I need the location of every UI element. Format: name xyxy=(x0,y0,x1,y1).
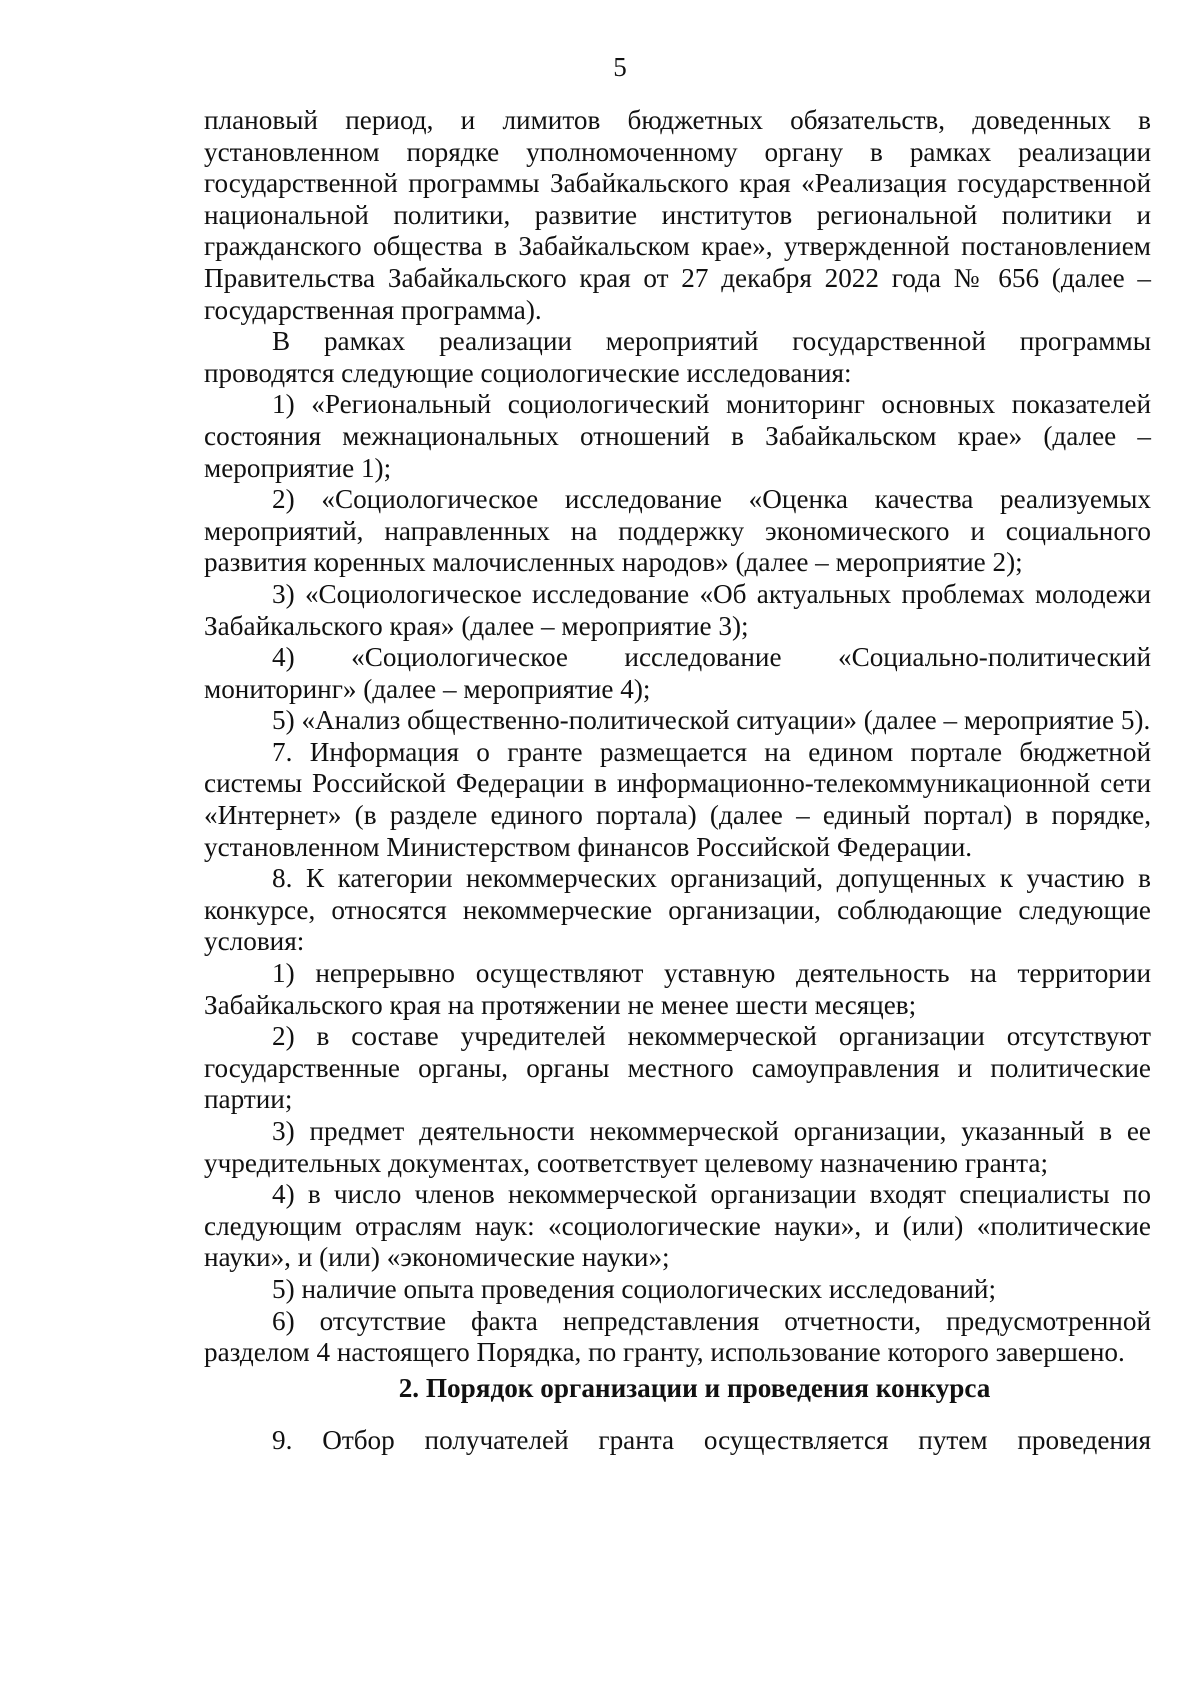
document-body xyxy=(204,105,1151,1457)
list-item: 6) отсутствие факта непредставления отчетности, предусмотренной разделом 4 настоящего Порядка, по гранту, использование которого завершено. xyxy=(204,1305,1151,1368)
list-item: 5) «Анализ общественно-политической ситуации» (далее – мероприятие 5). xyxy=(272,705,1151,736)
paragraph: плановый период, и лимитов бюджетных обязательств, доведенных в установленном порядке уполномоченному органу в рамках реализации государственной программы Забайкальского края «Реализация государственной национальной политики, развитие институтов региональной политики и гражданского общества в Забайкальском крае», утвержденной постановлением Правительства Забайкальского края от 27 декабря 2022 года № 656 (далее – государственная программа). xyxy=(204,105,1151,325)
list-item: 4) в число членов некоммерческой организации входят специалисты по следующим отраслям наук: «социологические науки», и (или) «политические науки», и (или) «экономические науки»; xyxy=(204,1179,1151,1273)
paragraph: 7. Информация о гранте размещается на едином портале бюджетной системы Российской Федерации в информационно-телекоммуникационной сети «Интернет» (в разделе единого портала) (далее – единый портал) в порядке, установленном Министерством финансов Российской Федерации. xyxy=(204,736,1151,862)
page-number: 5 xyxy=(613,52,627,82)
paragraph: 8. К категории некоммерческих организаций, допущенных к участию в конкурсе, относятся некоммерческие организации, соблюдающие следующие условия: xyxy=(204,863,1151,957)
paragraph: 9. Отбор получателей гранта осуществляется путем проведения xyxy=(272,1425,1151,1456)
list-item: 5) наличие опыта проведения социологических исследований; xyxy=(272,1273,997,1304)
list-item: 1) «Региональный социологический мониторинг основных показателей состояния межнациональных отношений в Забайкальском крае» (далее – мероприятие 1); xyxy=(204,389,1151,483)
list-item: 2) в составе учредителей некоммерческой организации отсутствуют государственные органы, органы местного самоуправления и политические партии; xyxy=(204,1021,1151,1115)
section-heading: 2. Порядок организации и проведения конкурса xyxy=(398,1372,991,1403)
list-item: 3) предмет деятельности некоммерческой организации, указанный в ее учредительных документах, соответствует целевому назначению гранта; xyxy=(204,1116,1151,1178)
list-item: 4) «Социологическое исследование «Социально-политический мониторинг» (далее – мероприятие 4); xyxy=(204,642,1151,704)
list-item: 1) непрерывно осуществляют уставную деятельность на территории Забайкальского края на протяжении не менее шести месяцев; xyxy=(204,958,1151,1020)
list-item: 2) «Социологическое исследование «Оценка качества реализуемых мероприятий, направленных на поддержку экономического и социального развития коренных малочисленных народов» (далее – мероприятие 2); xyxy=(204,484,1151,578)
paragraph: В рамках реализации мероприятий государственной программы проводятся следующие социологические исследования: xyxy=(204,326,1151,388)
list-item: 3) «Социологическое исследование «Об актуальных проблемах молодежи Забайкальского края» (далее – мероприятие 3); xyxy=(204,578,1151,641)
